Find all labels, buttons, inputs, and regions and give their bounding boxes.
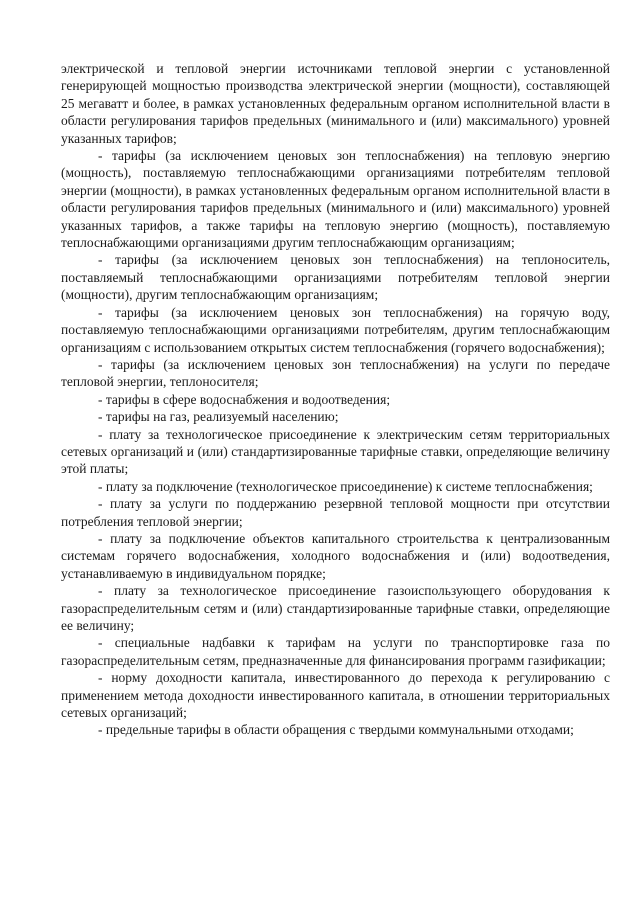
paragraph-continuation: электрической и тепловой энергии источниками тепловой энергии с установленной генерирующей мощностью производства электрической энергии (мощности), составляющей 25 мегаватт и более, в рамках установленных федеральным органом исполнительной власти в области регулирования тарифов предельных (минимального и (или) максимального) уровней указанных тарифов; [61,61,610,146]
list-item-gas-equipment-connection-fee: - плату за технологическое присоединение газоиспользующего оборудования к газораспределительным сетям и (или) стандартизированные тарифные ставки, определяющие ее величину; [61,583,610,633]
list-item-reserve-capacity-fee: - плату за услуги по поддержанию резервной тепловой мощности при отсутствии потребления тепловой энергии; [61,496,610,529]
list-item-heat-connection-fee: - плату за подключение (технологическое присоединение) к системе теплоснабжения; [98,478,593,494]
list-item-heat-carrier-tariffs: - тарифы (за исключением ценовых зон теплоснабжения) на теплоноситель, поставляемый теплоснабжающими организациями потребителям тепловой энергии (мощности), другим теплоснабжающим организациям; [61,252,610,303]
list-item-water-supply-tariffs: - тарифы в сфере водоснабжения и водоотведения; [98,391,391,407]
list-item-grid-connection-fee: - плату за технологическое присоединение к электрическим сетям территориальных сетевых организаций и (или) стандартизированные тарифные ставки, определяющие величину этой платы; [61,426,610,477]
list-item-waste-tariffs: - предельные тарифы в области обращения с твердыми коммунальными отходами; [98,722,574,738]
list-item-water-connection-fee: - плату за подключение объектов капитального строительства к централизованным системам горячего водоснабжения, холодного водоснабжения и (или) водоотведения, устанавливаемую в индивидуальном порядке; [61,530,610,581]
document-body [61,60,610,739]
list-item-gas-tariffs: - тарифы на газ, реализуемый населению; [98,409,339,425]
list-item-gas-transport-surcharges: - специальные надбавки к тарифам на услуги по транспортировке газа по газораспределительным сетям, предназначенные для финансирования программ газификации; [61,635,610,668]
list-item-heat-transmission-tariffs: - тарифы (за исключением ценовых зон теплоснабжения) на услуги по передаче тепловой энергии, теплоносителя; [61,356,610,390]
list-item-heat-energy-tariffs: - тарифы (за исключением ценовых зон теплоснабжения) на тепловую энергию (мощность), поставляемую теплоснабжающими организациями потребителям тепловой энергии (мощности), в рамках установленных федеральным органом исполнительной власти в области регулирования тарифов предельных (минимального и (или) максимального) уровней указанных тарифов, а также тарифы на тепловую энергию (мощность), поставляемую теплоснабжающими организациями другим теплоснабжающим организациям; [61,148,610,251]
list-item-capital-return-rate: - норму доходности капитала, инвестированного до перехода к регулированию с применением метода доходности инвестированного капитала, в отношении территориальных сетевых организаций; [61,670,610,721]
list-item-hot-water-tariffs: - тарифы (за исключением ценовых зон теплоснабжения) на горячую воду, поставляемую теплоснабжающими организациями потребителям, другим теплоснабжающим организациям с использованием открытых систем теплоснабжения (горячего водоснабжения); [61,304,610,355]
